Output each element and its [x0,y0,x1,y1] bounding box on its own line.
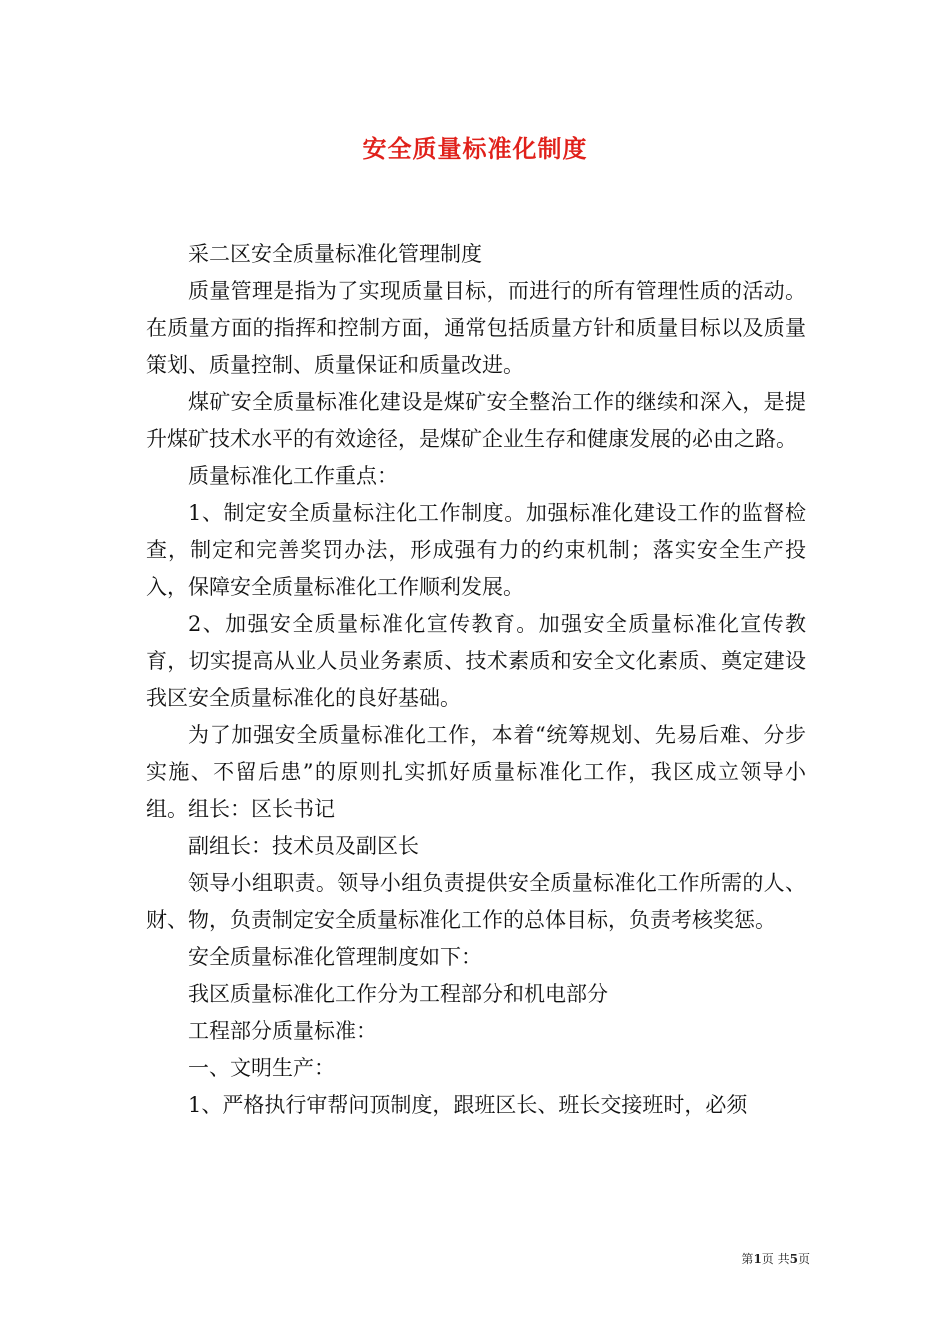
footer-middle: 页 共 [761,1252,790,1266]
paragraph: 一、文明生产： [188,1056,335,1080]
paragraph: 煤矿安全质量标准化建设是煤矿安全整治工作的继续和深入，是提升煤矿技术水平的有效途径，是煤矿企业生存和健康发展的必由之路。 [146,390,806,451]
paragraph: 质量标准化工作重点： [188,464,398,488]
paragraph: 质量管理是指为了实现质量目标，而进行的所有管理性质的活动。在质量方面的指挥和控制方面，通常包括质量方针和质量目标以及质量策划、质量控制、质量保证和质量改进。 [146,279,806,377]
paragraph-subtitle: 采二区安全质量标准化管理制度 [188,242,482,266]
paragraph: 领导小组职责。领导小组负责提供安全质量标准化工作所需的人、财、物，负责制定安全质量标准化工作的总体目标，负责考核奖惩。 [146,871,806,932]
footer-suffix: 页 [797,1252,810,1266]
total-page-count: 5 [789,1252,798,1266]
paragraph: 1、严格执行审帮问顶制度，跟班区长、班长交接班时，必须 [188,1093,748,1117]
document-title: 安全质量标准化制度 [362,134,588,163]
page-number-footer [700,1251,810,1267]
paragraph: 2、加强安全质量标准化宣传教育。加强安全质量标准化宣传教育，切实提高从业人员业务素质、技术素质和安全文化素质、奠定建设我区安全质量标准化的良好基础。 [146,612,806,710]
current-page-number: 1 [753,1252,762,1266]
paragraph: 副组长：技术员及副区长 [188,834,419,858]
paragraph: 工程部分质量标准： [188,1019,377,1043]
paragraph: 为了加强安全质量标准化工作，本着“统筹规划、先易后难、分步实施、不留后患”的原则扎实抓好质量标准化工作，我区成立领导小组。组长：区长书记 [146,723,806,821]
paragraph: 1、制定安全质量标注化工作制度。加强标准化建设工作的监督检查，制定和完善奖罚办法，形成强有力的约束机制；落实安全生产投入，保障安全质量标准化工作顺利发展。 [146,501,806,599]
paragraph: 我区质量标准化工作分为工程部分和机电部分 [188,982,608,1006]
document-body [146,236,806,1124]
footer-prefix: 第 [741,1252,754,1266]
paragraph: 安全质量标准化管理制度如下： [188,945,482,969]
